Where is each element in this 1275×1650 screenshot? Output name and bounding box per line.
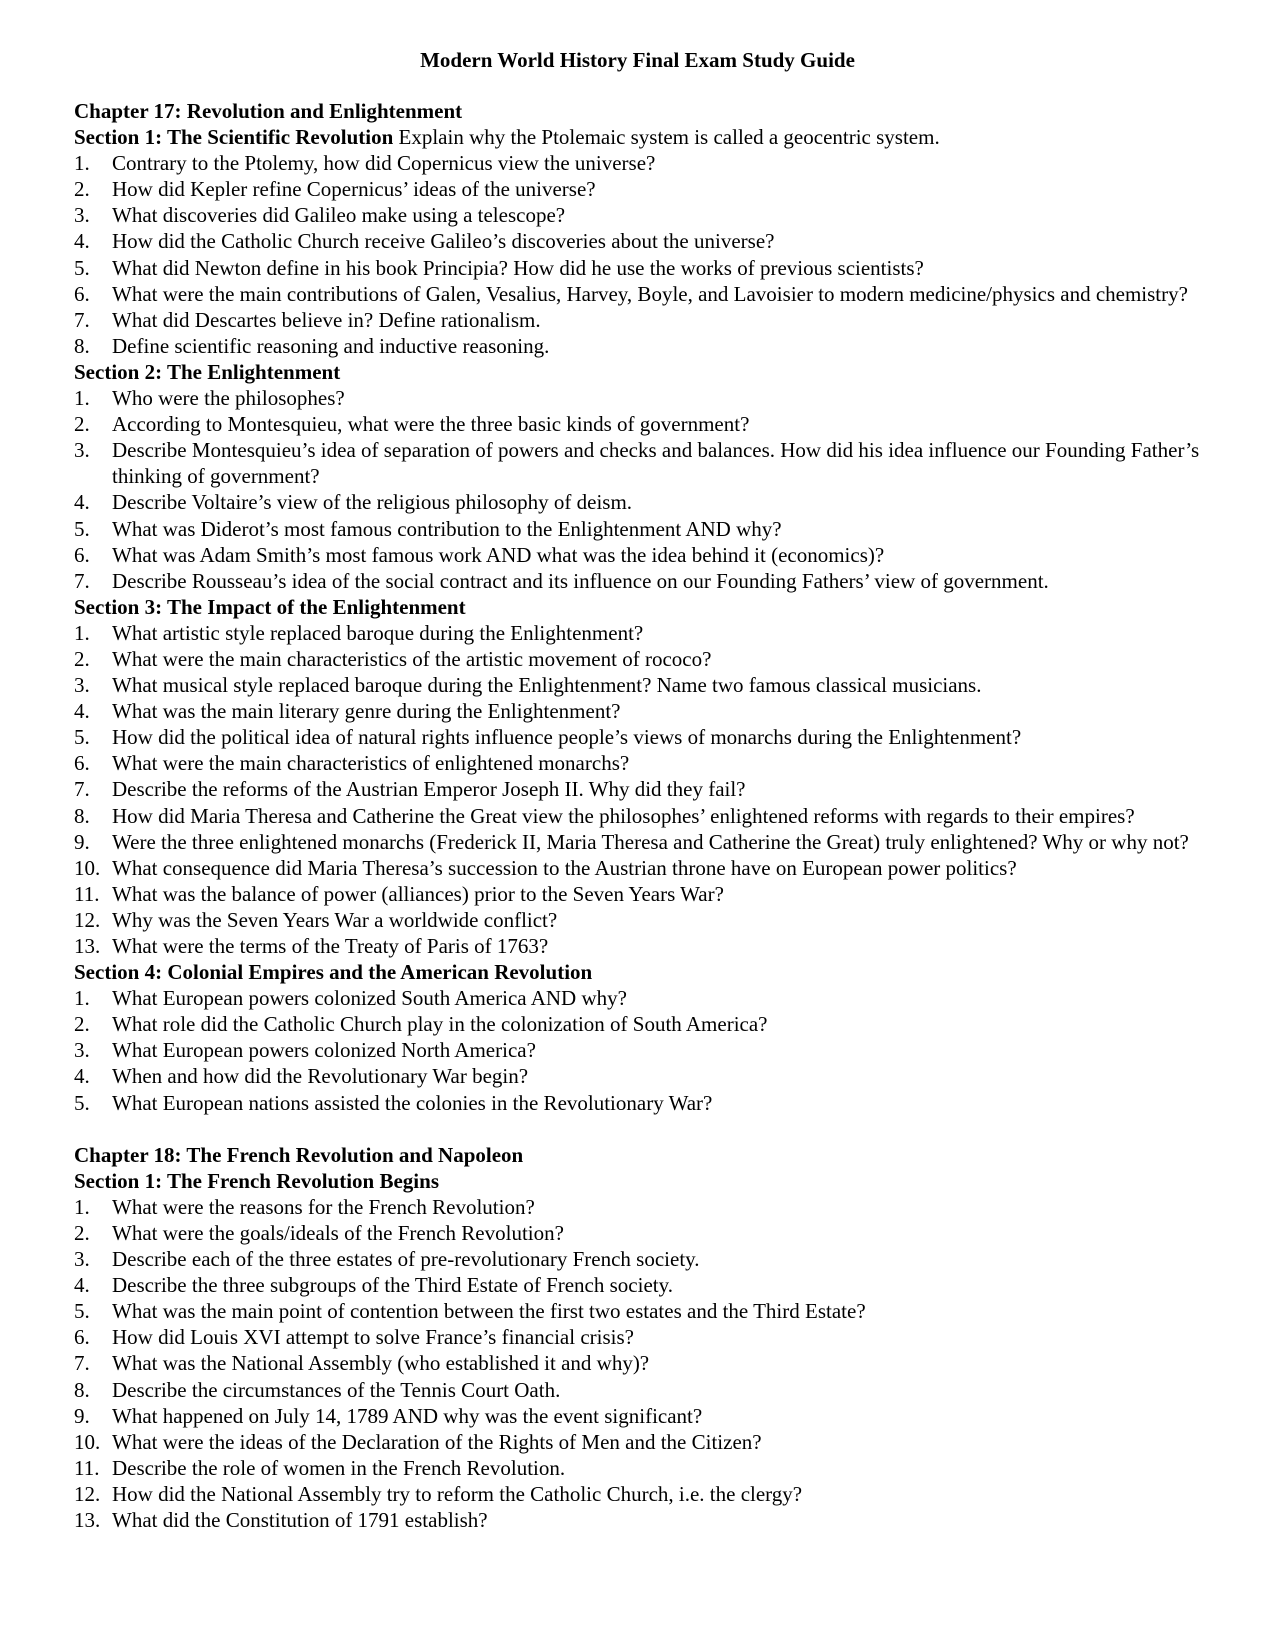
question-item: [74, 176, 1214, 202]
section-title: Section 4: Colonial Empires and the American Revolution: [74, 960, 593, 985]
question-item: [74, 933, 1214, 959]
question-item: [74, 803, 1214, 829]
question-number: 1.: [74, 1194, 90, 1219]
question-number: 3.: [74, 673, 90, 698]
question-item: [74, 724, 1214, 750]
question-item: [74, 855, 1214, 881]
question-text: Describe the reforms of the Austrian Emperor Joseph II. Why did they fail?: [112, 777, 746, 802]
question-item: [74, 829, 1214, 855]
question-number: 10.: [74, 1429, 101, 1454]
question-text: How did the National Assembly try to reform the Catholic Church, i.e. the clergy?: [112, 1481, 803, 1506]
question-item: [74, 1246, 1214, 1272]
question-number: 12.: [74, 1481, 101, 1506]
question-number: 3.: [74, 1247, 90, 1272]
question-text: What were the main contributions of Galen, Vesalius, Harvey, Boyle, and Lavoisier to modern medicine/physics and chemistry?: [112, 281, 1188, 306]
question-text: What musical style replaced baroque during the Enlightenment? Name two famous classical musicians.: [112, 673, 982, 698]
question-item: [74, 281, 1214, 307]
question-list: [74, 620, 1214, 959]
question-item: [74, 1481, 1214, 1507]
question-item: [74, 1350, 1214, 1376]
question-number: 4.: [74, 1064, 90, 1089]
question-item: [74, 542, 1214, 568]
question-number: 12.: [74, 907, 101, 932]
question-text: When and how did the Revolutionary War begin?: [112, 1064, 529, 1089]
question-number: 1.: [74, 151, 90, 176]
question-text: What was Diderot’s most famous contribution to the Enlightenment AND why?: [112, 516, 782, 541]
question-number: 11.: [74, 881, 100, 906]
chapter-heading: Chapter 18: The French Revolution and Napoleon: [74, 1142, 524, 1167]
question-item: [74, 228, 1214, 254]
question-number: 6.: [74, 542, 90, 567]
question-text: What was Adam Smith’s most famous work AND what was the idea behind it (economics)?: [112, 542, 885, 567]
question-item: [74, 646, 1214, 672]
chapter-heading: Chapter 17: Revolution and Enlightenment: [74, 99, 463, 123]
question-text: What happened on July 14, 1789 AND why was the event significant?: [112, 1403, 703, 1428]
question-text: Define scientific reasoning and inductive reasoning.: [112, 333, 550, 358]
question-text: How did Maria Theresa and Catherine the Great view the philosophes’ enlightened reforms with regards to their empires?: [112, 803, 1135, 828]
question-text: Describe Montesquieu’s idea of separation of powers and checks and balances. How did his idea influence our Founding Father’s thinking of government?: [112, 438, 1200, 489]
question-text: What were the main characteristics of the artistic movement of rococo?: [112, 646, 712, 671]
question-item: [74, 1324, 1214, 1350]
question-item: [74, 202, 1214, 228]
question-number: 1.: [74, 620, 90, 645]
question-number: 7.: [74, 1351, 90, 1376]
question-number: 5.: [74, 1299, 90, 1324]
chapter-spacer: [74, 1116, 1214, 1142]
question-number: 4.: [74, 490, 90, 515]
question-item: [74, 1220, 1214, 1246]
question-text: Describe Rousseau’s idea of the social contract and its influence on our Founding Fathers’ view of government.: [112, 568, 1049, 593]
question-item: [74, 881, 1214, 907]
question-number: 1.: [74, 986, 90, 1011]
section-header: [74, 594, 1214, 620]
question-text: What was the balance of power (alliances) prior to the Seven Years War?: [112, 881, 724, 906]
question-number: 3.: [74, 203, 90, 228]
question-text: Why was the Seven Years War a worldwide conflict?: [112, 907, 558, 932]
question-number: 13.: [74, 1507, 101, 1532]
question-text: Who were the philosophes?: [112, 386, 345, 411]
section-header: [74, 124, 1214, 150]
question-number: 2.: [74, 412, 90, 437]
question-text: What were the reasons for the French Revolution?: [112, 1194, 535, 1219]
section-header: [74, 959, 1214, 985]
question-number: 5.: [74, 725, 90, 750]
section-header: [74, 359, 1214, 385]
question-item: [74, 620, 1214, 646]
question-item: [74, 1194, 1214, 1220]
question-number: 9.: [74, 1403, 90, 1428]
question-text: What European nations assisted the colonies in the Revolutionary War?: [112, 1090, 713, 1115]
question-number: 6.: [74, 281, 90, 306]
question-number: 5.: [74, 255, 90, 280]
question-item: [74, 1455, 1214, 1481]
question-item: [74, 750, 1214, 776]
question-item: [74, 1377, 1214, 1403]
question-text: What was the main point of contention between the first two estates and the Third Estate?: [112, 1299, 866, 1324]
question-text: What did the Constitution of 1791 establish?: [112, 1507, 488, 1532]
question-item: [74, 1011, 1214, 1037]
question-text: Describe the role of women in the French Revolution.: [112, 1455, 566, 1480]
question-text: What European powers colonized South America AND why?: [112, 986, 627, 1011]
question-number: 4.: [74, 699, 90, 724]
question-number: 1.: [74, 386, 90, 411]
question-number: 4.: [74, 229, 90, 254]
question-text: How did the political idea of natural rights influence people’s views of monarchs during the Enlightenment?: [112, 725, 1022, 750]
document-body: [74, 98, 1214, 1533]
question-item: [74, 150, 1214, 176]
question-number: 8.: [74, 1377, 90, 1402]
question-text: What were the main characteristics of enlightened monarchs?: [112, 751, 630, 776]
question-item: [74, 568, 1214, 594]
question-text: What European powers colonized North America?: [112, 1038, 536, 1063]
question-text: How did Kepler refine Copernicus’ ideas of the universe?: [112, 177, 596, 202]
question-text: Describe each of the three estates of pre-revolutionary French society.: [112, 1247, 700, 1272]
question-number: 8.: [74, 803, 90, 828]
question-text: Describe Voltaire’s view of the religious philosophy of deism.: [112, 490, 633, 515]
document-title: Modern World History Final Exam Study Guide: [420, 48, 855, 72]
question-text: What did Newton define in his book Principia? How did he use the works of previous scientists?: [112, 255, 924, 280]
question-item: [74, 776, 1214, 802]
question-item: [74, 698, 1214, 724]
question-item: [74, 489, 1214, 515]
question-number: 3.: [74, 1038, 90, 1063]
question-number: 2.: [74, 1220, 90, 1245]
section-title: Section 1: The Scientific Revolution: [74, 125, 394, 150]
question-text: What consequence did Maria Theresa’s succession to the Austrian throne have on European power politics?: [112, 855, 1017, 880]
question-text: How did the Catholic Church receive Galileo’s discoveries about the universe?: [112, 229, 775, 254]
section-intro-question: Explain why the Ptolemaic system is called a geocentric system.: [393, 125, 940, 150]
question-number: 13.: [74, 934, 101, 958]
question-item: [74, 1429, 1214, 1455]
question-text: According to Montesquieu, what were the three basic kinds of government?: [112, 412, 750, 437]
section-title: Section 1: The French Revolution Begins: [74, 1168, 439, 1193]
question-number: 8.: [74, 333, 90, 358]
question-number: 3.: [74, 438, 90, 463]
question-text: What were the terms of the Treaty of Paris of 1763?: [112, 934, 549, 958]
question-text: What did Descartes believe in? Define rationalism.: [112, 307, 541, 332]
question-item: [74, 333, 1214, 359]
question-text: What were the ideas of the Declaration of the Rights of Men and the Citizen?: [112, 1429, 762, 1454]
question-number: 6.: [74, 751, 90, 776]
question-item: [74, 1272, 1214, 1298]
question-number: 6.: [74, 1325, 90, 1350]
question-number: 10.: [74, 855, 101, 880]
question-list: [74, 1194, 1214, 1533]
question-item: [74, 985, 1214, 1011]
question-item: [74, 516, 1214, 542]
question-text: Were the three enlightened monarchs (Frederick II, Maria Theresa and Catherine the Great) truly enlightened? Why or why not?: [112, 829, 1189, 854]
section-title: Section 2: The Enlightenment: [74, 359, 341, 384]
question-text: Describe the circumstances of the Tennis Court Oath.: [112, 1377, 561, 1402]
question-item: [74, 437, 1214, 489]
question-number: 11.: [74, 1455, 100, 1480]
question-text: What was the National Assembly (who established it and why)?: [112, 1351, 650, 1376]
question-item: [74, 307, 1214, 333]
question-text: What was the main literary genre during the Enlightenment?: [112, 699, 621, 724]
question-number: 7.: [74, 568, 90, 593]
section-header: [74, 1168, 1214, 1194]
question-item: [74, 411, 1214, 437]
question-list: [74, 985, 1214, 1115]
question-item: [74, 672, 1214, 698]
question-item: [74, 1090, 1214, 1116]
question-item: [74, 1063, 1214, 1089]
section-title: Section 3: The Impact of the Enlightenment: [74, 594, 466, 619]
question-number: 7.: [74, 307, 90, 332]
question-number: 2.: [74, 1012, 90, 1037]
question-number: 5.: [74, 1090, 90, 1115]
question-item: [74, 907, 1214, 933]
question-item: [74, 1037, 1214, 1063]
question-number: 2.: [74, 177, 90, 202]
question-number: 9.: [74, 829, 90, 854]
question-item: [74, 1298, 1214, 1324]
question-item: [74, 1507, 1214, 1533]
question-list: [74, 385, 1214, 594]
question-text: Contrary to the Ptolemy, how did Copernicus view the universe?: [112, 151, 656, 176]
question-number: 5.: [74, 516, 90, 541]
question-item: [74, 385, 1214, 411]
question-number: 2.: [74, 646, 90, 671]
question-item: [74, 255, 1214, 281]
question-text: How did Louis XVI attempt to solve France’s financial crisis?: [112, 1325, 634, 1350]
question-list: [74, 150, 1214, 359]
question-text: Describe the three subgroups of the Third Estate of French society.: [112, 1273, 674, 1298]
question-text: What were the goals/ideals of the French Revolution?: [112, 1220, 564, 1245]
question-number: 7.: [74, 777, 90, 802]
question-text: What discoveries did Galileo make using a telescope?: [112, 203, 566, 228]
question-number: 4.: [74, 1273, 90, 1298]
question-text: What artistic style replaced baroque during the Enlightenment?: [112, 620, 644, 645]
question-text: What role did the Catholic Church play in the colonization of South America?: [112, 1012, 768, 1037]
question-item: [74, 1403, 1214, 1429]
